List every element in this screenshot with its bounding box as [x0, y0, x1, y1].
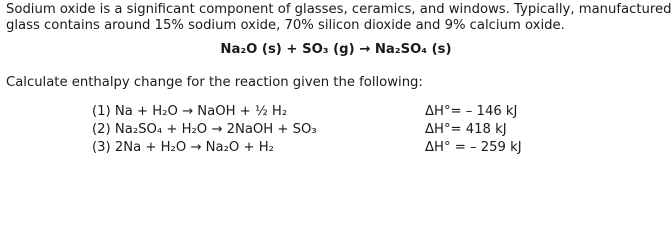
- reaction-row-2: [0, 122, 672, 138]
- reaction-3-equation: (3) 2Na + H₂O → Na₂O + H₂: [92, 140, 274, 155]
- main-reaction: Na₂O (s) + SO₃ (g) → Na₂SO₄ (s): [220, 42, 452, 57]
- intro-paragraph: [6, 2, 670, 34]
- reaction-3-enthalpy: ΔH° = – 259 kJ: [425, 140, 522, 155]
- reaction-row-1: [0, 104, 672, 120]
- reaction-2-enthalpy: ΔH°= 418 kJ: [425, 122, 507, 137]
- reaction-row-3: [0, 140, 672, 156]
- question-text: Calculate enthalpy change for the reaction given the following:: [6, 75, 423, 90]
- reaction-1-enthalpy: ΔH°= – 146 kJ: [425, 104, 518, 119]
- intro-line-2: glass contains around 15% sodium oxide, 70% silicon dioxide and 9% calcium oxide.: [6, 18, 565, 33]
- intro-line-1: Sodium oxide is a significant component of glasses, ceramics, and windows. Typically, manufactured: [6, 2, 672, 17]
- reaction-1-equation: (1) Na + H₂O → NaOH + ½ H₂: [92, 104, 288, 119]
- reaction-2-equation: (2) Na₂SO₄ + H₂O → 2NaOH + SO₃: [92, 122, 317, 137]
